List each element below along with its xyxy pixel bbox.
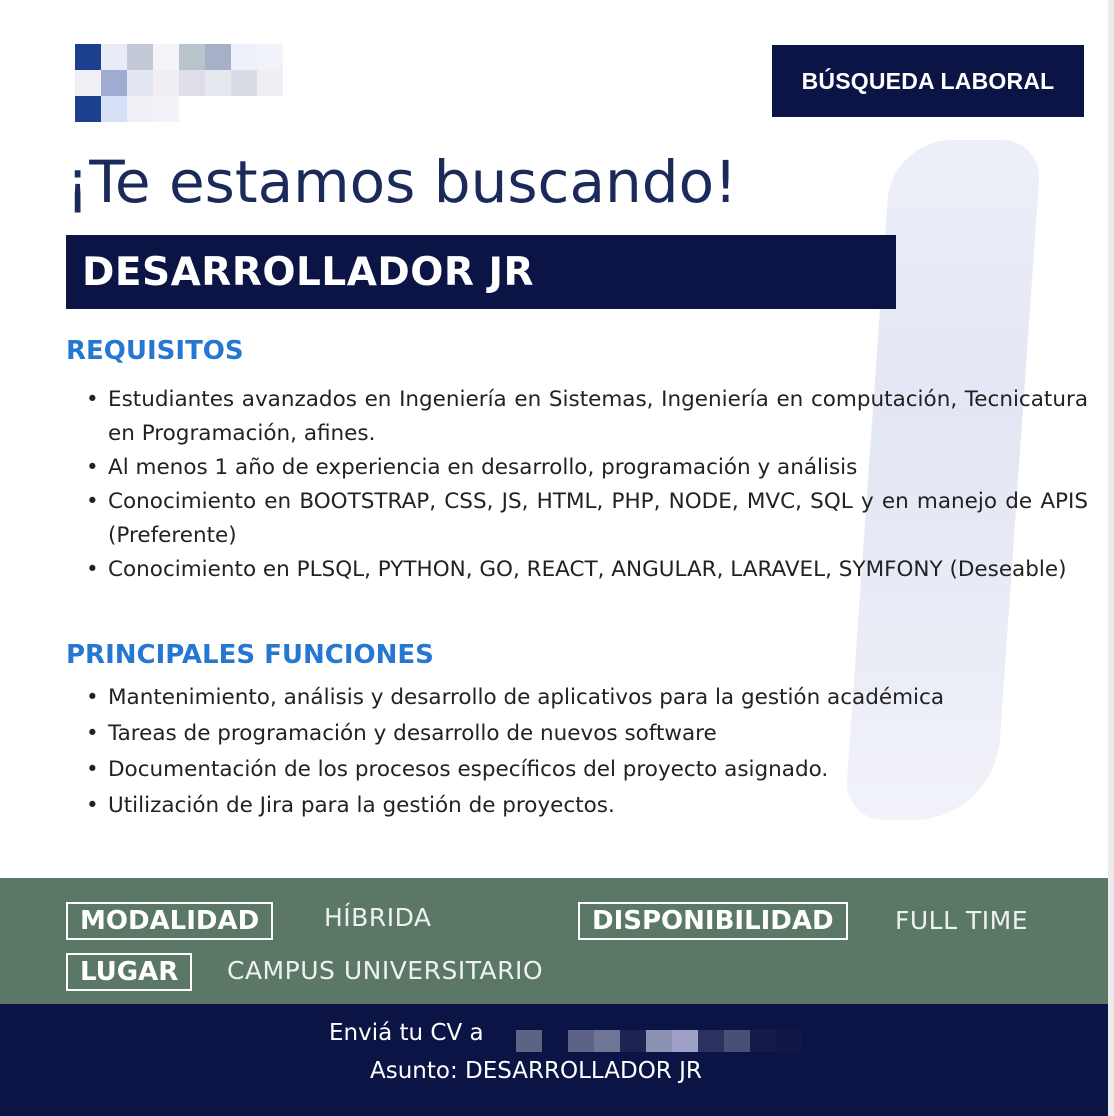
logo-pixel xyxy=(257,96,283,122)
redacted-pixel xyxy=(516,1030,542,1052)
logo-pixel xyxy=(127,70,153,96)
redacted-pixel xyxy=(568,1030,594,1052)
logo-pixel xyxy=(257,70,283,96)
logo-pixel xyxy=(153,44,179,70)
redacted-pixel xyxy=(594,1030,620,1052)
requirements-heading: REQUISITOS xyxy=(66,336,244,366)
logo-pixel xyxy=(205,44,231,70)
logo-pixel xyxy=(153,70,179,96)
functions-list xyxy=(108,680,1088,824)
disponibilidad-badge: DISPONIBILIDAD xyxy=(578,902,848,940)
logo-pixel xyxy=(205,70,231,96)
logo-pixel xyxy=(283,96,309,122)
redacted-pixel xyxy=(750,1030,776,1052)
pixelated-logo-icon xyxy=(75,44,309,122)
logo-pixel xyxy=(205,96,231,122)
logo-pixel xyxy=(75,96,101,122)
logo-pixel xyxy=(283,70,309,96)
email-subject-text: Asunto: DESARROLLADOR JR xyxy=(370,1058,702,1084)
logo-pixel xyxy=(101,70,127,96)
logo-pixel xyxy=(257,44,283,70)
logo-pixel xyxy=(179,44,205,70)
footer xyxy=(0,1004,1108,1116)
logo-pixel xyxy=(75,44,101,70)
list-item: • Al menos 1 año de experiencia en desarrollo, programación y análisis xyxy=(108,451,1088,485)
page-edge xyxy=(1108,0,1114,1116)
position-title-bar xyxy=(66,235,896,309)
functions-heading: PRINCIPALES FUNCIONES xyxy=(66,640,434,670)
logo-pixel xyxy=(231,70,257,96)
redacted-pixel xyxy=(646,1030,672,1052)
send-cv-text: Enviá tu CV a xyxy=(329,1020,484,1046)
logo-pixel xyxy=(127,96,153,122)
redacted-pixel xyxy=(698,1030,724,1052)
lugar-value: CAMPUS UNIVERSITARIO xyxy=(227,956,544,985)
list-item: • Conocimiento en PLSQL, PYTHON, GO, REACT, ANGULAR, LARAVEL, SYMFONY (Deseable) xyxy=(108,553,1088,587)
modalidad-value: HÍBRIDA xyxy=(324,903,432,932)
redacted-email-icon xyxy=(516,1030,802,1052)
logo-pixel xyxy=(179,96,205,122)
redacted-pixel xyxy=(724,1030,750,1052)
redacted-pixel xyxy=(776,1030,802,1052)
redacted-pixel xyxy=(542,1030,568,1052)
position-title: DESARROLLADOR JR xyxy=(82,249,535,295)
job-search-tag-label: BÚSQUEDA LABORAL xyxy=(801,67,1055,94)
redacted-pixel xyxy=(620,1030,646,1052)
logo-pixel xyxy=(283,44,309,70)
job-search-tag xyxy=(772,45,1084,117)
list-item: • Conocimiento en BOOTSTRAP, CSS, JS, HTML, PHP, NODE, MVC, SQL y en manejo de APIS (Preferente) xyxy=(108,485,1088,553)
logo-pixel xyxy=(153,96,179,122)
headline: ¡Te estamos buscando! xyxy=(66,148,738,216)
list-item: • Utilización de Jira para la gestión de proyectos. xyxy=(108,788,1088,824)
disponibilidad-value: FULL TIME xyxy=(895,906,1028,935)
redacted-pixel xyxy=(672,1030,698,1052)
logo-pixel xyxy=(127,44,153,70)
list-item: • Documentación de los procesos específicos del proyecto asignado. xyxy=(108,752,1088,788)
modalidad-badge: MODALIDAD xyxy=(66,902,273,940)
logo-pixel xyxy=(75,70,101,96)
list-item: • Estudiantes avanzados en Ingeniería en Sistemas, Ingeniería en computación, Tecnicatura en Programación, afines. xyxy=(108,383,1088,451)
list-item: • Tareas de programación y desarrollo de nuevos software xyxy=(108,716,1088,752)
requirements-list xyxy=(108,383,1088,587)
list-item: • Mantenimiento, análisis y desarrollo de aplicativos para la gestión académica xyxy=(108,680,1088,716)
logo-pixel xyxy=(179,70,205,96)
logo-pixel xyxy=(231,96,257,122)
logo-pixel xyxy=(101,44,127,70)
lugar-badge: LUGAR xyxy=(66,953,192,991)
logo-pixel xyxy=(101,96,127,122)
logo-pixel xyxy=(231,44,257,70)
